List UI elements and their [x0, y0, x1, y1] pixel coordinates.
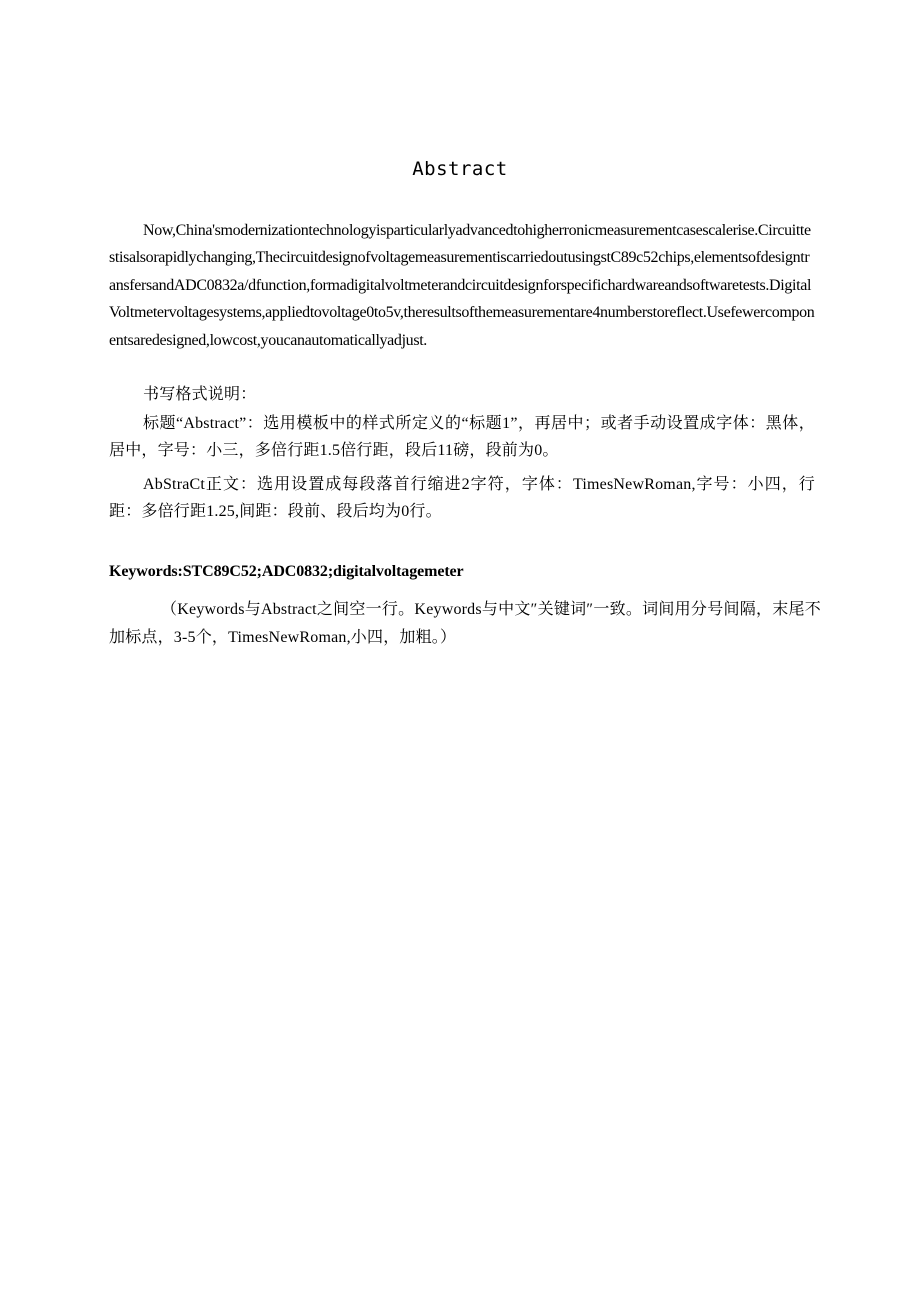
keywords-line: Keywords:STC89C52;ADC0832;digitalvoltagemeter	[109, 563, 464, 580]
format-note-body: AbStraCt正文：选用设置成每段落首行缩进2字符，字体：TimesNewRoman,字号：小四，行距：多倍行距1.25,间距：段前、段后均为0行。	[109, 476, 815, 521]
format-note-heading: 书写格式说明：	[143, 386, 257, 403]
abstract-body: Now,China'smodernizationtechnologyisparticularlyadvancedtohigherronicmeasurementcasescalerise.Circuittestisalsorapidlychanging,ThecircuitdesignofvoltagemeasurementiscarriedoutusingstC89c52chips,elementsofdesigntransfersandADC0832a/dfunction,formadigitalvoltmeterandcircuitdesignforspecifichardwareandsoftwaretests.DigitalVoltmetervoltagesystems,appliedtovoltage0to5v,theresultsofthemeasurementare4numberstoreflect.Usefewercomponentsaredesigned,lowcost,youcanautomaticallyadjust.	[109, 222, 815, 349]
keywords-format-note: （Keywords与Abstract之间空一行。Keywords与中文″关键词″一致。词间用分号间隔，末尾不加标点，3-5个，TimesNewRoman,小四，加粗。）	[109, 601, 821, 646]
format-note-title: 标题“Abstract”：选用模板中的样式所定义的“标题1”，再居中；或者手动设置成字体：黑体，居中，字号：小三，多倍行距1.5倍行距，段后11磅，段前为0。	[109, 415, 815, 460]
abstract-title: Abstract	[412, 158, 508, 180]
